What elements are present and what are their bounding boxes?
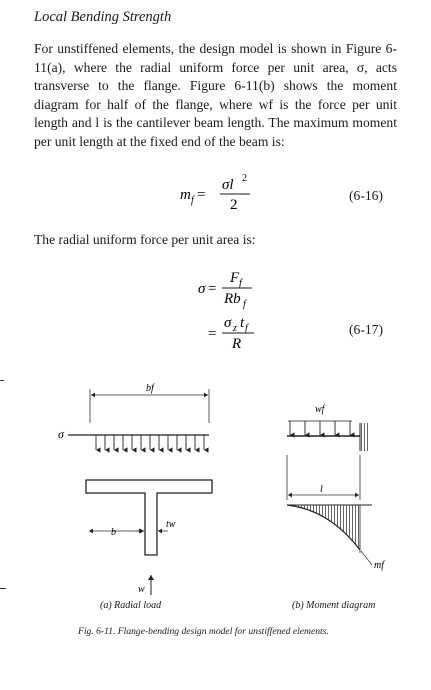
eq616-numerator-sup: 2 (242, 173, 247, 184)
section-heading: Local Bending Strength (34, 9, 172, 25)
eq617-equals-2: = (208, 326, 217, 342)
eq617-l1-numerator: F (230, 270, 240, 286)
label-mf: mf (374, 560, 384, 571)
moment-diagram (287, 404, 385, 571)
label-sigma: σ (58, 427, 64, 441)
eq616-lhs: m (180, 187, 191, 203)
eq617-l2-numerator-rest-sub: f (245, 323, 248, 334)
equation-6-16 (180, 172, 270, 216)
eq616-lhs-sub: f (191, 195, 194, 206)
label-bf: bf (146, 383, 154, 394)
eq616-equals: = (197, 187, 206, 203)
eq616-denominator: 2 (230, 197, 238, 213)
caption-moment-diagram: (b) Moment diagram (292, 600, 376, 611)
eq617-l2-numerator: σ (224, 315, 232, 331)
label-b: b (111, 527, 116, 538)
caption-radial-load: (a) Radial load (100, 600, 162, 611)
figure-caption: Fig. 6-11. Flange-bending design model for unstiffened elements. (78, 626, 329, 637)
paragraph-radial-force: The radial uniform force per unit area is: (34, 232, 256, 247)
moment-curve-area (287, 505, 360, 550)
eq617-lhs: σ (198, 281, 206, 297)
t-section-flange-web (86, 480, 212, 555)
equation-6-17 (198, 266, 278, 362)
fixed-support (360, 423, 368, 451)
label-wf: wf (315, 404, 325, 415)
eq617-l1-denominator: Rb (224, 291, 241, 307)
eq617-l2-numerator-sub: z (233, 323, 237, 334)
eq617-l2-denominator: R (232, 336, 242, 352)
eq617-l1-numerator-sub: f (239, 278, 242, 289)
label-tw: tw (166, 519, 176, 530)
mf-leader (361, 551, 372, 565)
equation-number-6-17: (6-17) (349, 322, 383, 337)
distributed-load-arrows (290, 421, 350, 435)
label-l: l (320, 484, 323, 495)
label-w: w (138, 584, 145, 595)
eq616-numerator: σl (222, 177, 234, 193)
paragraph-bending-model: For unstiffened elements, the design model is shown in Figure 6-11(a), where the radial uniform force per unit area, σ, acts transverse to the flange. Figure 6-11(b) shows the moment diagram for half of the flange, where wf is the force per unit length and l is the cantilever beam length. The maximum moment per unit length at the fixed end of the beam is: (34, 41, 397, 149)
eq617-l2-numerator-rest: t (240, 315, 245, 331)
radial-load-diagram (58, 383, 212, 595)
eq617-equals-1: = (208, 281, 217, 297)
equation-number-6-16: (6-16) (349, 188, 383, 203)
eq617-l1-denominator-sub: f (243, 299, 246, 310)
figure-6-11 (0, 365, 431, 600)
radial-load-arrows (96, 435, 204, 450)
